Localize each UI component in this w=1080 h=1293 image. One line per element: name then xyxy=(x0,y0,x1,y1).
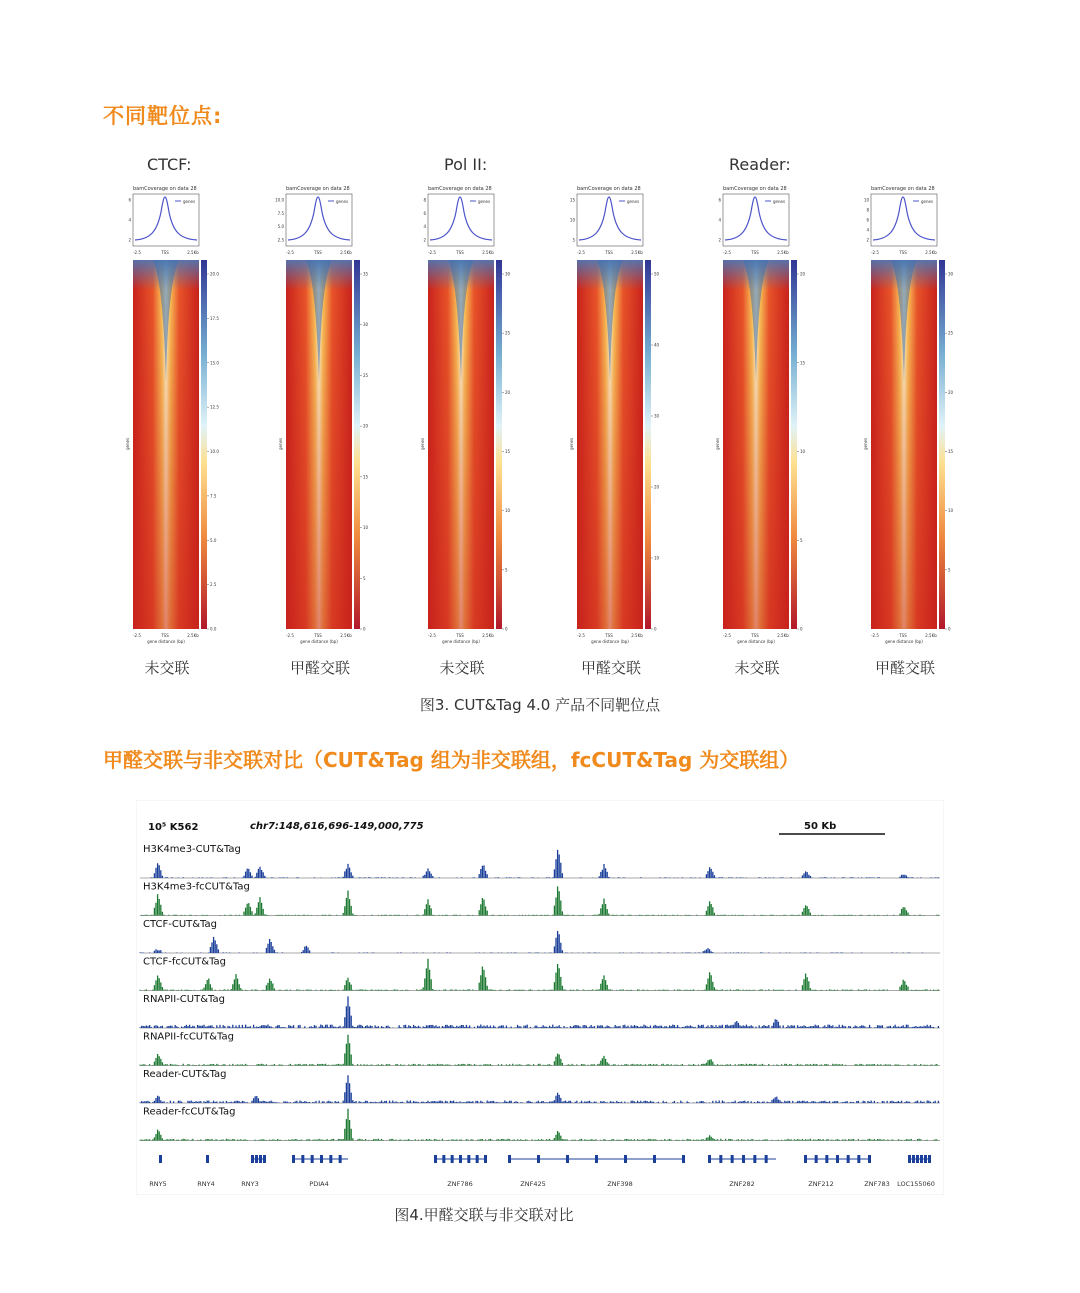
colorbar-tick: 7.5 xyxy=(210,493,217,499)
gene-label: ZNF425 xyxy=(520,1180,546,1188)
profile-xtick: TSS xyxy=(751,250,759,255)
section1-title: 不同靶位点: xyxy=(103,104,223,128)
profile-xtick: TSS xyxy=(899,250,907,255)
colorbar-tick: 0 xyxy=(654,626,657,632)
colorbar-tick: 25 xyxy=(505,330,511,336)
heatmap-xtick: TSS xyxy=(314,633,322,638)
heatmap-xtick: 2.5Kb xyxy=(340,633,352,638)
colorbar-tick: 25 xyxy=(948,330,954,336)
legend-label: genes xyxy=(478,199,491,204)
profile-ytick: 8 xyxy=(866,207,869,213)
track-label: RNAPII-fcCUT&Tag xyxy=(143,1031,234,1043)
heatmap-ylabel: genes xyxy=(569,437,574,451)
gene-label: ZNF783 xyxy=(864,1180,890,1188)
colorbar-tick: 30 xyxy=(505,271,511,277)
colorbar-tick: 15 xyxy=(505,449,511,454)
profile-ytick: 6 xyxy=(128,197,131,203)
profile-ytick: 4 xyxy=(128,217,131,223)
heatmap-xtick: 2.5Kb xyxy=(777,633,789,638)
profile-ytick: 2 xyxy=(423,237,426,243)
colorbar-tick: 0 xyxy=(800,626,803,632)
heatmap-xtick: 2.5Kb xyxy=(482,633,494,638)
heatmap-xtick: 2.5Kb xyxy=(187,633,199,638)
gene-model xyxy=(206,1155,209,1163)
profile-title: bamCoverage on data 28 xyxy=(577,186,641,192)
profile-title: bamCoverage on data 28 xyxy=(871,186,935,192)
track-label: Reader-CUT&Tag xyxy=(143,1069,227,1080)
profile-ytick: 2 xyxy=(718,237,721,243)
heatmap-panel-1 xyxy=(115,182,245,652)
profile-ytick: 10 xyxy=(569,217,575,223)
profile-ytick: 8 xyxy=(423,197,426,203)
heatmap-panel-2 xyxy=(268,182,398,652)
profile-ytick: 6 xyxy=(423,210,426,216)
colorbar-tick: 10 xyxy=(505,508,511,514)
profile-ytick: 6 xyxy=(866,217,869,223)
colorbar-tick: 10.0 xyxy=(210,449,219,454)
profile-xtick: TSS xyxy=(314,250,322,255)
colorbar-tick: 15.0 xyxy=(210,360,219,366)
profile-ytick: 5 xyxy=(572,237,575,243)
heatmap-xtick: -2.5 xyxy=(577,633,585,638)
profile-xtick: 2.5Kb xyxy=(777,250,789,255)
heatmap-ylabel: genes xyxy=(278,437,283,451)
heatmap-xtick: 2.5Kb xyxy=(631,633,643,638)
profile-ytick: 4 xyxy=(423,224,426,230)
heatmap-panel-6 xyxy=(853,182,983,652)
gene-label: RNY5 xyxy=(149,1180,167,1188)
colorbar-tick: 30 xyxy=(363,322,369,328)
track-label: RNAPII-CUT&Tag xyxy=(143,994,225,1005)
legend-label: genes xyxy=(627,199,640,204)
colorbar-tick: 10 xyxy=(654,555,660,561)
colorbar-tick: 10 xyxy=(948,508,954,514)
gene-label: ZNF212 xyxy=(808,1180,834,1188)
panel-label: 未交联 xyxy=(439,659,485,677)
heatmap-xlabel: gene distance (bp) xyxy=(442,639,480,644)
profile-ytick: 2 xyxy=(128,237,131,243)
colorbar-tick: 30 xyxy=(654,413,660,419)
group-title-ctcf: CTCF: xyxy=(147,155,192,174)
colorbar-tick: 35 xyxy=(363,271,369,277)
track-label: Reader-fcCUT&Tag xyxy=(143,1106,236,1118)
colorbar xyxy=(791,260,797,629)
profile-title: bamCoverage on data 28 xyxy=(133,186,197,192)
heatmap-xtick: TSS xyxy=(751,633,759,638)
track-label: CTCF-CUT&Tag xyxy=(143,919,217,930)
profile-xtick: 2.5Kb xyxy=(482,250,494,255)
colorbar-tick: 30 xyxy=(948,271,954,277)
colorbar-tick: 20 xyxy=(505,389,511,395)
colorbar-tick: 20.0 xyxy=(210,271,219,277)
profile-ytick: 4 xyxy=(718,217,721,223)
profile-ytick: 6 xyxy=(718,197,721,203)
colorbar-tick: 5 xyxy=(363,575,366,581)
colorbar-tick: 15 xyxy=(800,360,806,366)
gene-label: LOC155060 xyxy=(897,1180,935,1188)
profile-ytick: 10 xyxy=(863,197,869,203)
colorbar-tick: 5 xyxy=(948,567,951,573)
heatmap-xlabel: gene distance (bp) xyxy=(591,639,629,644)
scalebar-label: 50 Kb xyxy=(804,821,837,832)
heatmap-xtick: -2.5 xyxy=(723,633,731,638)
colorbar-tick: 2.5 xyxy=(210,582,217,588)
colorbar-tick: 40 xyxy=(654,342,660,348)
profile-ytick: 4 xyxy=(866,227,869,233)
profile-xtick: 2.5Kb xyxy=(340,250,352,255)
track-label: H3K4me3-CUT&Tag xyxy=(143,844,241,855)
panel-label: 甲醛交联 xyxy=(289,659,350,677)
panel-label: 未交联 xyxy=(144,659,190,677)
colorbar-tick: 10 xyxy=(363,525,369,531)
profile-xtick: -2.5 xyxy=(428,250,436,255)
colorbar-tick: 20 xyxy=(948,389,954,395)
colorbar xyxy=(354,260,360,629)
heatmap-xlabel: gene distance (bp) xyxy=(300,639,338,644)
gene-label: RNY4 xyxy=(197,1180,215,1188)
colorbar-tick: 20 xyxy=(363,423,369,429)
scale-label: 10⁵ K562 xyxy=(148,822,199,833)
profile-xtick: 2.5Kb xyxy=(187,250,199,255)
profile-xtick: 2.5Kb xyxy=(631,250,643,255)
colorbar-tick: 10 xyxy=(800,449,806,454)
gene-model xyxy=(159,1155,162,1163)
heatmap-panel-3 xyxy=(410,182,540,652)
heatmap-xlabel: gene distance (bp) xyxy=(737,639,775,644)
heatmap-ylabel: genes xyxy=(863,437,868,451)
profile-xtick: -2.5 xyxy=(723,250,731,255)
group-title-pol2: Pol II: xyxy=(444,155,488,174)
heatmap-xtick: -2.5 xyxy=(286,633,294,638)
legend-label: genes xyxy=(921,199,934,204)
gene-label: RNY3 xyxy=(241,1180,259,1188)
profile-title: bamCoverage on data 28 xyxy=(428,186,492,192)
heatmap-ylabel: genes xyxy=(125,437,130,451)
panel-label: 甲醛交联 xyxy=(874,659,935,677)
profile-xtick: -2.5 xyxy=(871,250,879,255)
colorbar-tick: 5 xyxy=(800,537,803,543)
colorbar-tick: 0 xyxy=(948,626,951,632)
colorbar-tick: 15 xyxy=(948,449,954,454)
profile-xtick: -2.5 xyxy=(133,250,141,255)
profile-title: bamCoverage on data 28 xyxy=(286,186,350,192)
heatmap-xtick: 2.5Kb xyxy=(925,633,937,638)
heatmap-xtick: -2.5 xyxy=(428,633,436,638)
profile-xtick: 2.5Kb xyxy=(925,250,937,255)
heatmap-xtick: TSS xyxy=(161,633,169,638)
legend-label: genes xyxy=(183,199,196,204)
legend-label: genes xyxy=(336,199,349,204)
profile-xtick: -2.5 xyxy=(577,250,585,255)
heatmap-xtick: TSS xyxy=(605,633,613,638)
coords-label: chr7:148,616,696-149,000,775 xyxy=(250,821,424,832)
colorbar-tick: 0 xyxy=(363,626,366,632)
profile-xtick: TSS xyxy=(161,250,169,255)
profile-ytick: 15 xyxy=(569,197,575,203)
group-title-reader: Reader: xyxy=(729,155,791,174)
heatmap-xtick: -2.5 xyxy=(133,633,141,638)
colorbar xyxy=(201,260,207,629)
heatmap-xtick: -2.5 xyxy=(871,633,879,638)
heatmap-xtick: TSS xyxy=(899,633,907,638)
profile-xtick: -2.5 xyxy=(286,250,294,255)
panel-label: 甲醛交联 xyxy=(580,659,641,677)
profile-title: bamCoverage on data 28 xyxy=(723,186,787,192)
track-label: H3K4me3-fcCUT&Tag xyxy=(143,881,250,893)
colorbar xyxy=(645,260,651,629)
figure3-caption: 图3. CUT&Tag 4.0 产品不同靶位点 xyxy=(419,696,661,714)
heatmap-ylabel: genes xyxy=(420,437,425,451)
profile-ytick: 2 xyxy=(866,237,869,243)
heatmap-xlabel: gene distance (bp) xyxy=(147,639,185,644)
colorbar-tick: 50 xyxy=(654,271,660,277)
heatmap-ylabel: genes xyxy=(715,437,720,451)
profile-ytick: 10.0 xyxy=(275,197,284,203)
profile-ytick: 2.5 xyxy=(277,237,284,243)
colorbar xyxy=(496,260,502,629)
gene-label: ZNF398 xyxy=(607,1180,633,1188)
gene-label: ZNF282 xyxy=(729,1180,755,1188)
gene-label: PDIA4 xyxy=(309,1180,329,1188)
colorbar-tick: 5.0 xyxy=(210,537,217,543)
colorbar-tick: 17.5 xyxy=(210,315,219,321)
gene-label: ZNF786 xyxy=(447,1180,473,1188)
profile-ytick: 5.0 xyxy=(277,224,284,230)
colorbar-tick: 0 xyxy=(505,626,508,632)
heatmap-panel-5 xyxy=(705,182,835,652)
legend-label: genes xyxy=(773,199,786,204)
profile-xtick: TSS xyxy=(456,250,464,255)
heatmap-xtick: TSS xyxy=(456,633,464,638)
figure4-caption: 图4.甲醛交联与非交联对比 xyxy=(394,1206,574,1224)
track-label: CTCF-fcCUT&Tag xyxy=(143,956,227,968)
profile-ytick: 7.5 xyxy=(277,210,284,216)
colorbar-tick: 25 xyxy=(363,372,369,378)
profile-xtick: TSS xyxy=(605,250,613,255)
colorbar-tick: 15 xyxy=(363,474,369,480)
colorbar-tick: 12.5 xyxy=(210,404,219,410)
colorbar xyxy=(939,260,945,629)
colorbar-tick: 0.0 xyxy=(210,626,217,632)
panel-label: 未交联 xyxy=(734,659,780,677)
genome-browser xyxy=(136,800,944,1195)
colorbar-tick: 5 xyxy=(505,567,508,573)
colorbar-tick: 20 xyxy=(654,484,660,490)
heatmap-panel-4 xyxy=(559,182,689,652)
colorbar-tick: 20 xyxy=(800,271,806,277)
section2-title: 甲醛交联与非交联对比（CUT&Tag 组为非交联组，fcCUT&Tag 为交联组） xyxy=(103,748,800,772)
heatmap-xlabel: gene distance (bp) xyxy=(885,639,923,644)
